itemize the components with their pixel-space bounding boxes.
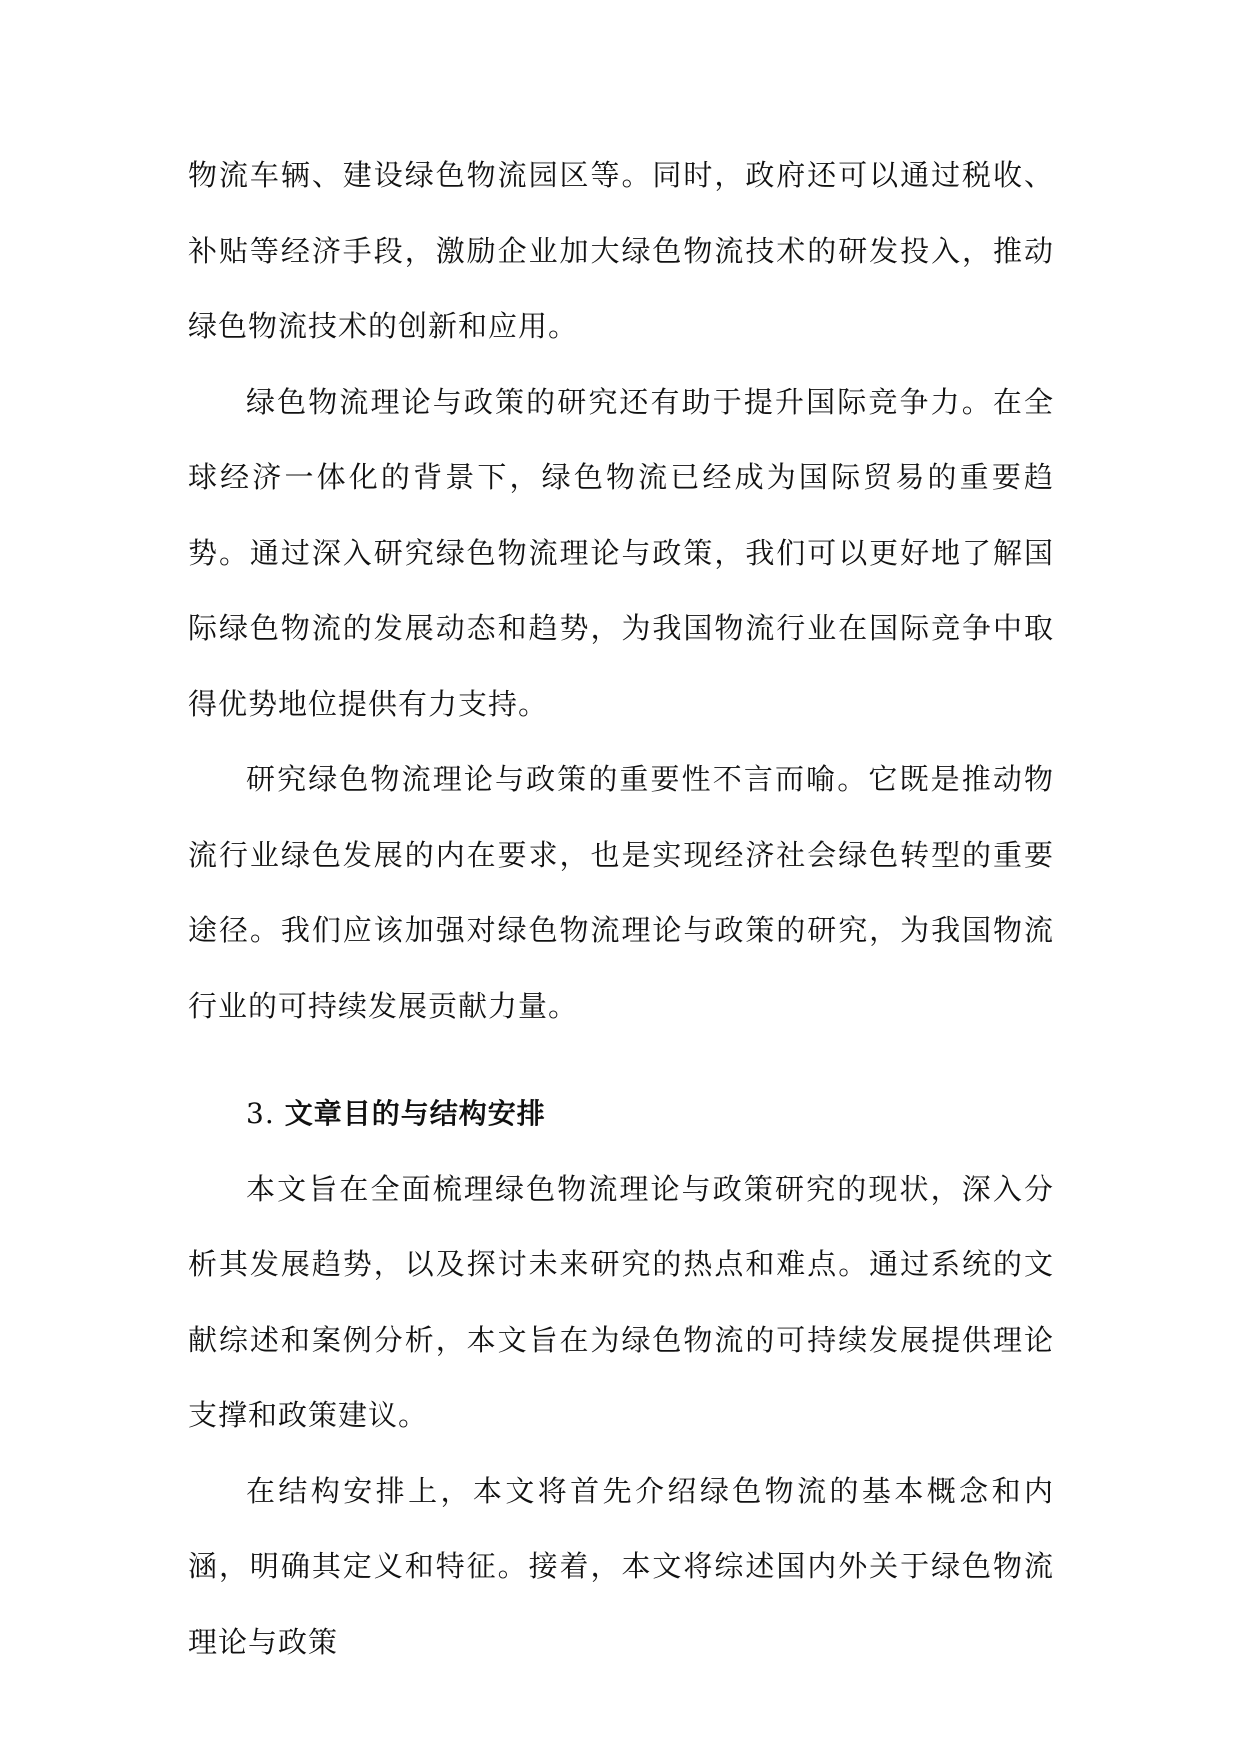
paragraph-international-competitiveness: 绿色物流理论与政策的研究还有助于提升国际竞争力。在全球经济一体化的背景下，绿色物流已经成为国际贸易的重要趋势。通过深入研究绿色物流理论与政策，我们可以更好地了解国际绿色物流的发展动态和趋势，为我国物流行业在国际竞争中取得优势地位提供有力支持。 — [188, 384, 1054, 721]
section-title: 文章目的与结构安排 — [284, 1097, 546, 1130]
paragraph-structure: 在结构安排上，本文将首先介绍绿色物流的基本概念和内涵，明确其定义和特征。接着，本文将综述国内外关于绿色物流理论与政策 — [188, 1473, 1054, 1659]
section-number: 3. — [246, 1097, 275, 1130]
paragraph-purpose: 本文旨在全面梳理绿色物流理论与政策研究的现状，深入分析其发展趋势，以及探讨未来研究的热点和难点。通过系统的文献综述和案例分析，本文旨在为绿色物流的可持续发展提供理论支撑和政策建议。 — [188, 1171, 1054, 1432]
section-heading — [188, 1076, 1054, 1152]
paragraph-continuation: 物流车辆、建设绿色物流园区等。同时，政府还可以通过税收、补贴等经济手段，激励企业加大绿色物流技术的研发投入，推动绿色物流技术的创新和应用。 — [188, 158, 1054, 343]
paragraph-importance: 研究绿色物流理论与政策的重要性不言而喻。它既是推动物流行业绿色发展的内在要求，也是实现经济社会绿色转型的重要途径。我们应该加强对绿色物流理论与政策的研究，为我国物流行业的可持续发展贡献力量。 — [188, 762, 1054, 1023]
document-body — [188, 138, 1054, 1680]
